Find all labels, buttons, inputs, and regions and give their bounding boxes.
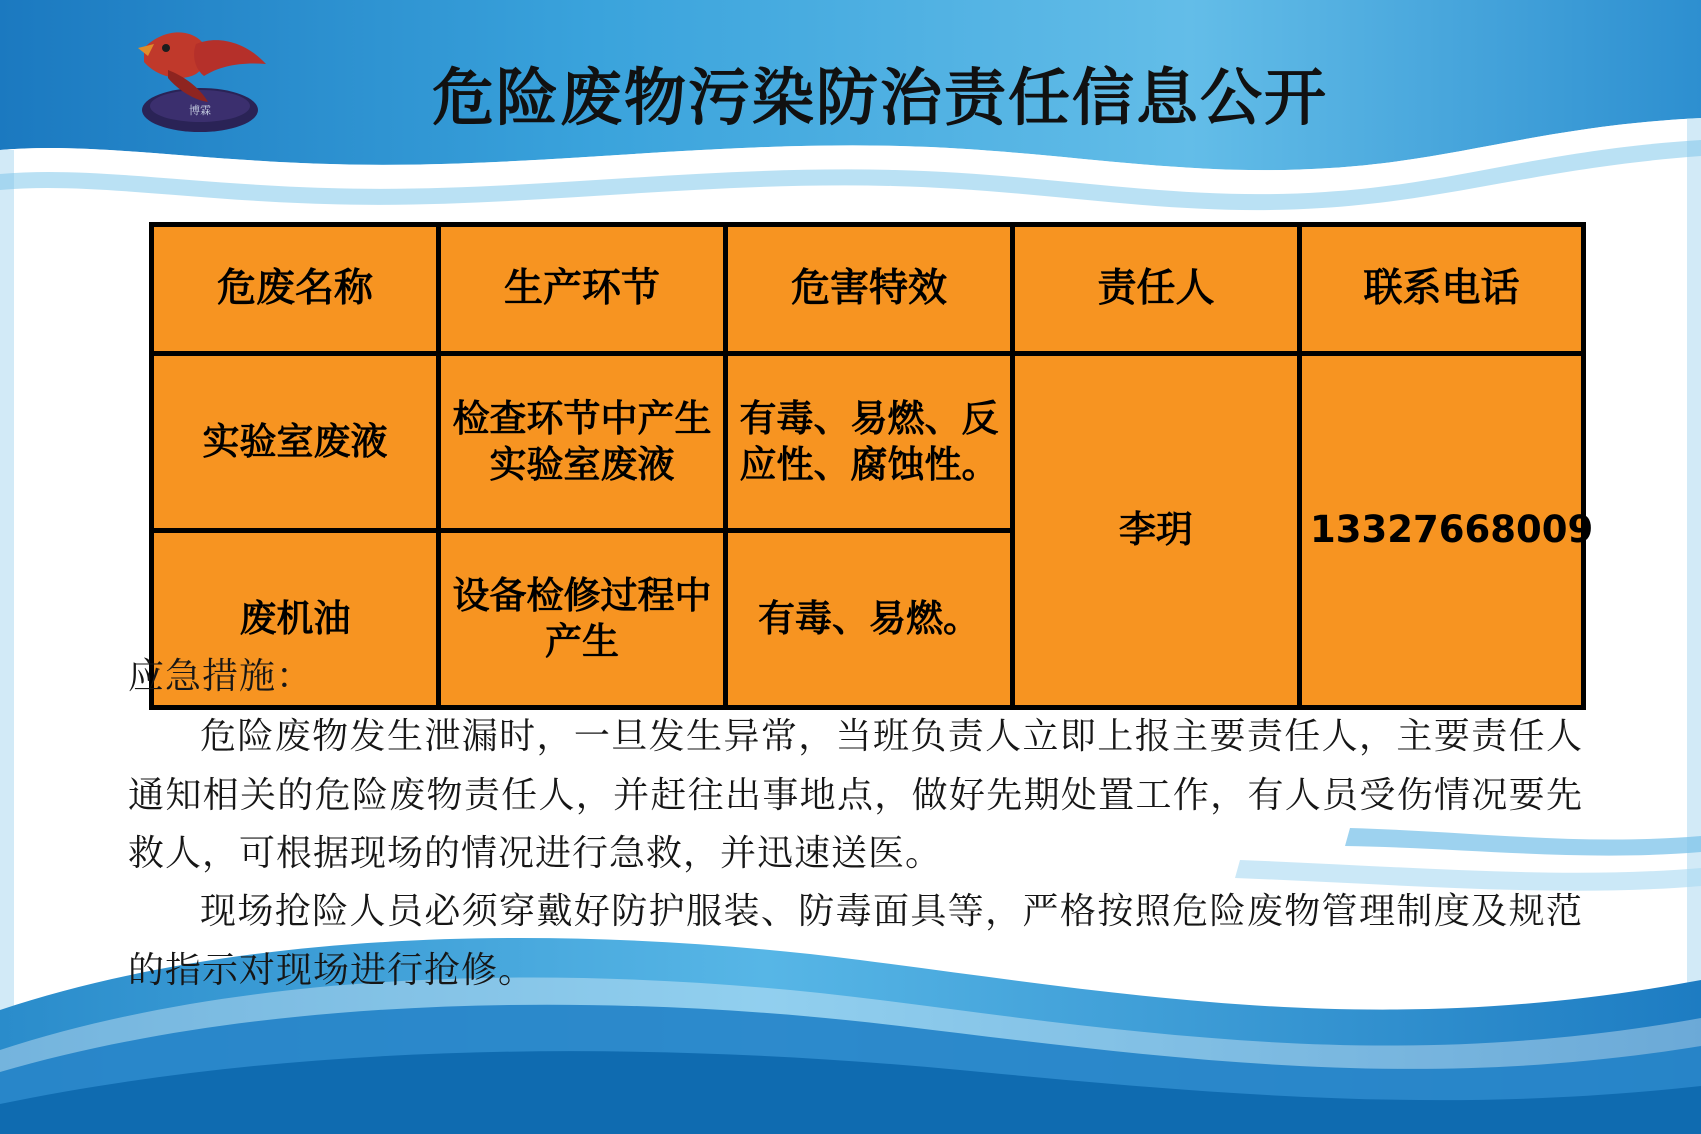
cell-contact-phone: 13327668009 bbox=[1300, 354, 1584, 708]
column-header-person: 责任人 bbox=[1013, 225, 1300, 354]
emergency-measures-label: 应急措施： bbox=[128, 656, 314, 697]
cell-waste-name: 实验室废液 bbox=[152, 354, 439, 531]
emergency-measures-section bbox=[128, 648, 1583, 1000]
column-header-hazard: 危害特效 bbox=[726, 225, 1013, 354]
column-header-process: 生产环节 bbox=[439, 225, 726, 354]
cell-process: 检查环节中产生实验室废液 bbox=[439, 354, 726, 531]
cell-waste-name: 废机油 bbox=[152, 531, 439, 708]
hazardous-waste-table bbox=[149, 222, 1594, 710]
svg-text:博霖: 博霖 bbox=[189, 104, 211, 117]
page-header bbox=[0, 0, 1701, 160]
emergency-measures-paragraph-1: 危险废物发生泄漏时，一旦发生异常，当班负责人立即上报主要责任人，主要责任人通知相关的危险废物责任人，并赶往出事地点，做好先期处置工作，有人员受伤情况要先救人，可根据现场的情况进行急救，并迅速送医。 bbox=[128, 716, 1583, 874]
hazardous-waste-table-container bbox=[145, 218, 1594, 714]
cell-responsible-person: 李玥 bbox=[1013, 354, 1300, 708]
column-header-phone: 联系电话 bbox=[1300, 225, 1584, 354]
cell-process: 设备检修过程中产生 bbox=[439, 531, 726, 708]
cell-hazard: 有毒、易燃。 bbox=[726, 531, 1013, 708]
table-row bbox=[152, 354, 1584, 531]
page-title: 危险废物污染防治责任信息公开 bbox=[431, 61, 1328, 134]
eagle-logo bbox=[108, 18, 276, 136]
cell-hazard: 有毒、易燃、反应性、腐蚀性。 bbox=[726, 354, 1013, 531]
column-header-waste-name: 危废名称 bbox=[152, 225, 439, 354]
emergency-measures-paragraph-2: 现场抢险人员必须穿戴好防护服装、防毒面具等，严格按照危险废物管理制度及规范的指示对现场进行抢修。 bbox=[128, 891, 1583, 991]
table-header-row bbox=[152, 225, 1584, 354]
